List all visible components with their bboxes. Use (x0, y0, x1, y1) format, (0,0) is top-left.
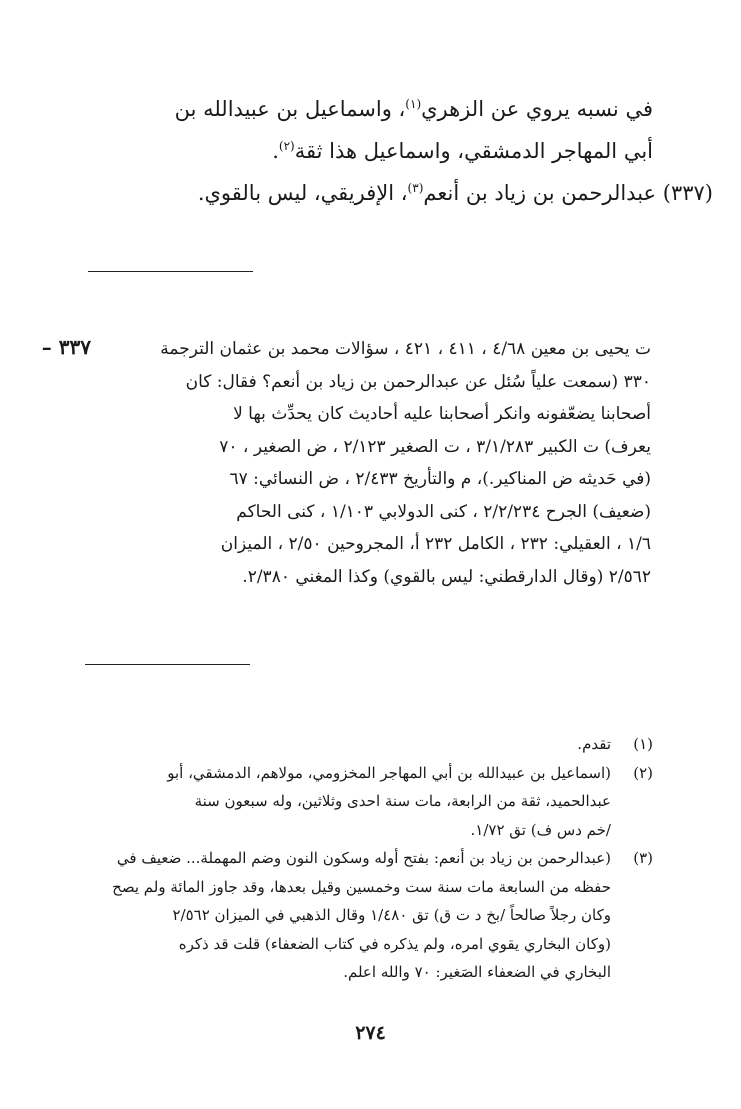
footnote-3-line-5: البخاري في الضعفاء الصَغير: ٧٠ والله اعلم. (343, 963, 611, 981)
footnote-ref-1[interactable]: (١) (405, 97, 422, 111)
note-line-8: ٢/٥٦٢ (وقال الدارقطني: ليس بالقوي) وكذا المغني ٢/٣٨٠. (242, 566, 651, 587)
page-number: ٢٧٤ (355, 1022, 386, 1044)
section-divider-top (88, 271, 253, 272)
footnote-ref-2[interactable]: (٢) (278, 139, 295, 153)
main-line-1 (93, 88, 653, 130)
main-line-1-text: في نسبه يروي عن الزهري (421, 97, 653, 121)
note-line-4: يعرف) ت الكبير ٣/١/٢٨٣ ، ت الصغير ٢/١٢٣ ، ض الصغير ، ٧٠ (219, 436, 651, 457)
footnote-2 (85, 759, 653, 845)
entry-337-rest: ، الإفريقي، ليس بالقوي. (197, 181, 408, 205)
main-line-2-text: أبي المهاجر الدمشقي، واسماعيل هذا ثقة (294, 139, 653, 163)
note-line-7: ١/٦ ، العقيلي: ٢٣٢ ، الكامل ٢٣٢ أ، المجروحين ٢/٥٠ ، الميزان (220, 534, 651, 554)
footnote-ref-3[interactable]: (٣) (407, 181, 424, 195)
note-line-6: (ضعيف) الجرح ٢/٢/٢٣٤ ، كنى الدولابي ١/١٠٣ ، كنى الحاكم (236, 501, 651, 522)
note-line-1: ت يحيى بن معين ٤/٦٨ ، ٤١١ ، ٤٢١ ، سؤالات محمد بن عثمان الترجمة (160, 339, 651, 359)
footnote-3-line-3: وكان رجلاً صالحاً /بخ د ت ق) تق ١/٤٨٠ وقال الذهبي في الميزان ٢/٥٦٢ (172, 906, 611, 924)
entry-337 (93, 172, 713, 214)
footnote-3-line-4: (وكان البخاري يقوي امره، ولم يذكره في كتاب الضعفاء) قلت قد ذكره (178, 934, 611, 953)
entry-337-text: (٣٣٧) عبدالرحمن بن زياد بن أنعم (423, 181, 713, 205)
footnote-3-body (85, 844, 611, 987)
main-text (93, 88, 713, 214)
main-line-2-rest: . (272, 139, 279, 163)
footnote-2-line-1: (اسماعيل بن عبيدالله بن أبي المهاجر المخزومي، مولاهم، الدمشقي، أبو (167, 763, 611, 782)
footnote-1-line-1: تقدم. (577, 735, 611, 753)
note-line-5: (في حَديثه ض المناكير.)، م والتأريخ ٢/٤٣٣ ، ض النسائي: ٦٧ (229, 469, 651, 489)
main-line-1-rest: ، واسماعيل بن عبيدالله بن (174, 97, 406, 121)
note-line-2: ٣٣٠ (سمعت علياً سُئل عن عبدالرحمن بن زياد بن أنعم؟ فقال: كان (185, 371, 651, 392)
footnote-2-line-2: عبدالحميد، ثقة من الرابعة، مات سنة احدى وثلاثين، وله سبعون سنة (194, 792, 611, 810)
notes-entry-number: ٣٣٧ – (41, 335, 91, 359)
main-line-2 (93, 130, 653, 172)
footnotes (85, 730, 653, 987)
editor-notes (91, 333, 651, 593)
footnote-3-line-1: (عبدالرحمن بن زياد بن أنعم: بفتح أوله وسكون النون وضم المهملة... ضعيف في (116, 849, 611, 867)
note-line-3: أصحابنا يضعّفونه وانكر أصحابنا عليه أحاديث كان يحدِّث بها لا (233, 404, 651, 424)
footnote-3-line-2: حفظه من السابعة مات سنة ست وخمسين وقيل بعدها، وقد جاوز المائة ولم يصح (112, 877, 611, 896)
footnote-1 (85, 730, 653, 759)
footnote-3-number: (٣) (633, 849, 653, 867)
section-divider-bottom (85, 664, 250, 665)
footnote-1-body (85, 730, 611, 759)
footnote-1-number: (١) (633, 735, 653, 753)
footnote-2-number: (٢) (633, 763, 653, 782)
footnote-2-body (85, 759, 611, 845)
footnote-3 (85, 844, 653, 987)
footnote-2-line-3: /خم دس ف) تق ١/٧٢. (470, 820, 611, 839)
